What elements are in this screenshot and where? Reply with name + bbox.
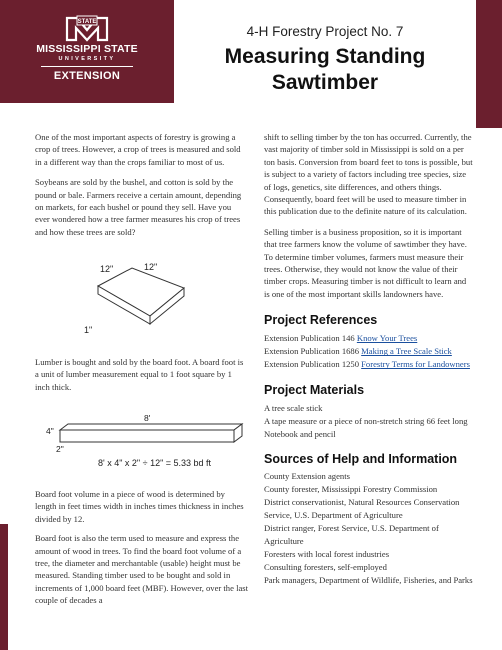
logo-badge-text: STATE [77, 19, 97, 25]
lumber-paragraph: Lumber is bought and sold by the board foot. A board foot is a unit of lumber measurement equal to 1 foot square by 1 inch thick. [35, 357, 244, 392]
board-foot-width-label: 12" [100, 264, 114, 274]
sources-heading: Sources of Help and Information [264, 452, 458, 466]
source-item: County forester, Mississippi Forestry Commission [264, 484, 438, 495]
source-item: District ranger, Forest Service, U.S. Department of Agriculture [264, 523, 439, 547]
page-title-line-2: Sawtimber [271, 71, 379, 94]
right-accent-bar [476, 0, 502, 128]
source-item: Foresters with local forest industries [264, 549, 390, 560]
intro-paragraph: One of the most important aspects of forestry is growing a crop of trees. However, a crop of trees is measured and sold in a different way than the crops familiar to most of us. [35, 132, 241, 167]
references-heading: Project References [264, 313, 378, 327]
page-title [174, 44, 476, 96]
logo-name: MISSISSIPPI STATE [36, 43, 138, 55]
board-foot-svg [80, 258, 190, 338]
logo-extension: EXTENSION [53, 70, 121, 82]
page-title-line-1: Measuring Standing [224, 45, 426, 68]
msu-m-logo-icon [65, 14, 109, 42]
volume-paragraph: Board foot volume in a piece of wood is determined by length in feet times width in inches times thickness in inches divided by 12. [35, 489, 244, 524]
header-banner [0, 0, 174, 103]
source-item: County Extension agents [264, 471, 350, 482]
msu-extension-logo [0, 14, 174, 82]
logo-divider [41, 66, 133, 67]
board-foot-length-label: 12" [144, 262, 158, 272]
references-section [264, 314, 474, 371]
board-thickness-label: 2" [56, 444, 64, 454]
material-item: Notebook and pencil [264, 429, 336, 440]
business-paragraph: Selling timber is a business proposition, so it is important that tree farmers know the volume of sawtimber they have. To determine timber volumes, farmers must measure their trees. Otherwise, they would not know the value of their timber crops. Measuring timber is not difficult to learn and is one of the most important skills landowners have. [264, 226, 467, 299]
left-column-volume [35, 488, 248, 607]
board-width-label: 4" [46, 426, 54, 436]
board-formula-label: 8' x 4" x 2" ÷ 12" = 5.33 bd ft [98, 458, 212, 468]
left-accent-bar [0, 524, 8, 650]
source-item: Consulting foresters, self-employed [264, 562, 387, 573]
board-volume-svg [42, 412, 252, 472]
reference-link-forestry-terms[interactable]: Forestry Terms for Landowners [361, 359, 470, 370]
reference-item: Extension Publication 1686 Making a Tree Scale Stick [264, 346, 452, 357]
left-column-lumber [35, 356, 248, 393]
material-item: A tape measure or a piece of non-stretch string 66 feet long [264, 416, 468, 427]
project-number: 4-H Forestry Project No. 7 [246, 24, 404, 39]
crops-paragraph: Soybeans are sold by the bushel, and cotton is sold by the pound or bale. Farmers receive a certain amount, depending on markets, for each bushel or pound they sell. Have you ever wondered how a tree farmer measures his crop of trees and how these trees are sold? [35, 177, 242, 237]
source-item: Park managers, Department of Wildlife, Fisheries, and Parks [264, 575, 473, 586]
material-item: A tree scale stick [264, 403, 323, 414]
reference-link-know-your-trees[interactable]: Know Your Trees [356, 333, 418, 344]
materials-heading: Project Materials [264, 383, 365, 397]
board-foot-thickness-label: 1" [84, 325, 93, 335]
reference-link-tree-scale-stick[interactable]: Making a Tree Scale Stick [361, 346, 452, 357]
board-length-label: 8' [144, 413, 151, 423]
reference-item: Extension Publication 146 Know Your Trees [264, 333, 418, 344]
logo-university: UNIVERSITY [58, 56, 116, 62]
tree-volume-paragraph: Board foot is also the term used to measure and express the amount of wood in trees. To find the board foot volume of a tree, the diameter and merchantable (usable) height must be measured. Standing timber used to be bought and sold in increments of 1,000 board feet (MBF). However, over the last couple of decades a [35, 533, 249, 606]
source-item: District conservationist, Natural Resources Conservation Service, U.S. Department of Agriculture [264, 497, 460, 521]
board-volume-diagram [42, 412, 252, 472]
right-column-text [264, 131, 474, 300]
ton-paragraph: shift to selling timber by the ton has occurred. Currently, the vast majority of timber sold in Mississippi is sold on a per ton basis. Conversion from board feet to tons is possible, but is subject to a variety of factors including tree species, size of logs, genetics, site differences, and others things. Consequently, board feet will be used to measure timber in this publication due to the definite nature of its calculation. [264, 132, 473, 217]
title-area [174, 0, 476, 96]
left-column-intro [35, 131, 248, 238]
board-foot-diagram [80, 258, 190, 338]
materials-section [264, 384, 474, 441]
sources-section [264, 453, 474, 587]
reference-item: Extension Publication 1250 Forestry Terms for Landowners [264, 359, 470, 370]
